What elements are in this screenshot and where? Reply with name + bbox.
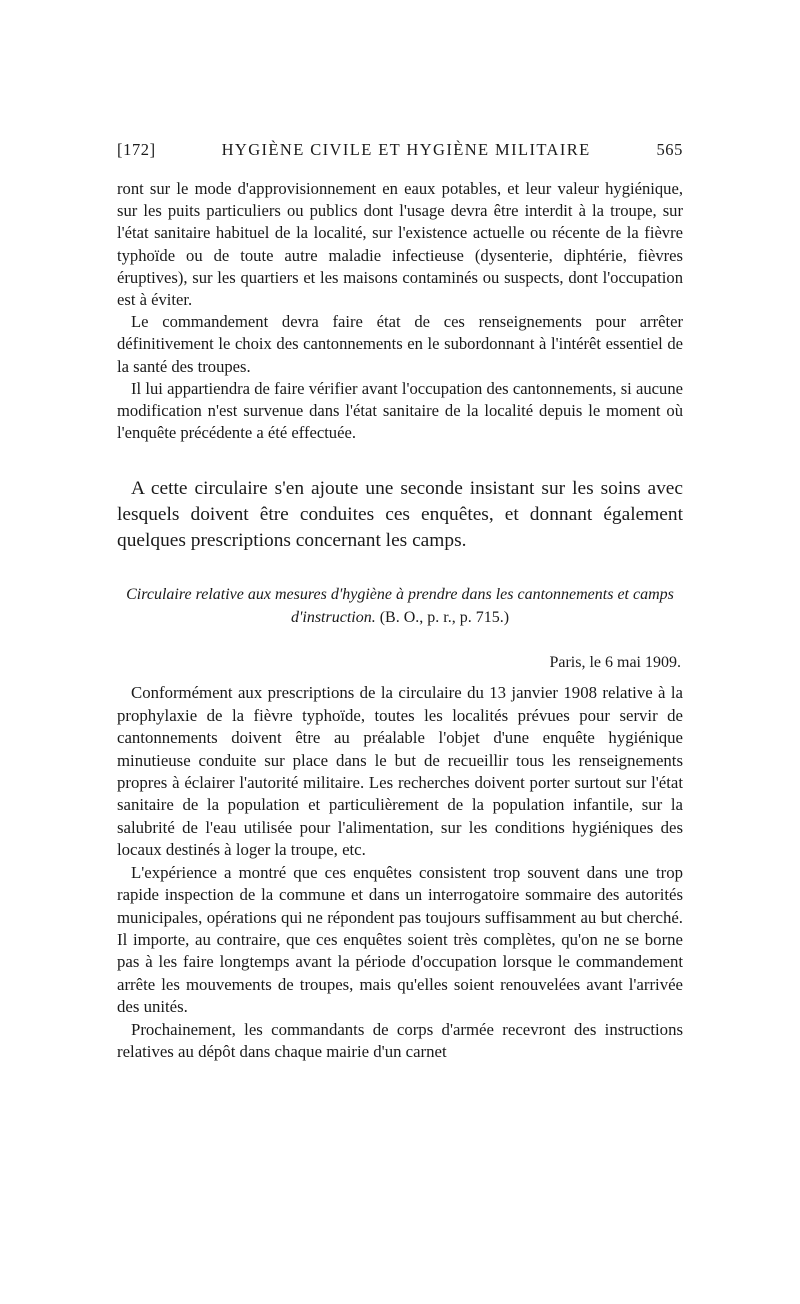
circular-title: Circulaire relative aux mesures d'hygiène à prendre dans les cantonnements et camps d'instruction. (126, 586, 674, 626)
section-a (117, 178, 683, 444)
intro-second-circular: A cette circulaire s'en ajoute une seconde insistant sur les soins avec lesquels doivent être conduites ces enquêtes, et donnant également quelques prescriptions concernant les camps. (117, 478, 683, 552)
circular-heading (117, 584, 683, 629)
running-title: HYGIÈNE CIVILE ET HYGIÈNE MILITAIRE (221, 140, 591, 159)
circular-reference: (B. O., p. r., p. 715.) (379, 608, 510, 626)
page-reference: [172] (117, 140, 156, 159)
continuation-paragraph: ront sur le mode d'approvisionnement en eaux potables, et leur valeur hygiénique, sur les puits particuliers ou publics dont l'usage devra être interdit à la troupe, sur l'état sanitaire habituel de la localité, sur l'existence actuelle ou récente de la fièvre typhoïde ou de toute autre maladie infectieuse (dysenterie, diphtérie, fièvres éruptives), sur les quartiers et les maisons contaminés ou suspects, dont l'occupation est à éviter. (117, 179, 683, 310)
circular-paragraph-2: L'expérience a montré que ces enquêtes consistent trop souvent dans une trop rapide inspection de la commune et dans un interrogatoire sommaire des autorités municipales, opérations qui ne répondent pas toujours suffisamment au but cherché. Il importe, au contraire, que ces enquêtes soient très complètes, qu'on ne se borne pas à les faire longtemps avant la période d'occupation lorsque le commandement arrête les mouvements de troupes, mais qu'elles soient renouvelées avant l'arrivée des unités. (117, 862, 683, 1017)
running-header (117, 140, 683, 166)
page-number: 565 (656, 140, 683, 159)
paragraph-command: Le commandement devra faire état de ces renseignements pour arrêter définitivement le choix des cantonnements en le subordonnant à l'intérêt essentiel de la santé des troupes. (117, 312, 683, 376)
book-page (117, 140, 683, 1063)
circular-body (117, 682, 683, 1063)
circular-paragraph-3: Prochainement, les commandants de corps d'armée recevront des instructions relatives au dépôt dans chaque mairie d'un carnet (117, 1019, 683, 1061)
dateline: Paris, le 6 mai 1909. (549, 654, 681, 672)
circular-paragraph-1: Conformément aux prescriptions de la circulaire du 13 janvier 1908 relative à la prophylaxie de la fièvre typhoïde, toutes les localités prévues pour servir de cantonnements doivent être au préalable l'objet d'une enquête hygiénique minutieuse conduite sur place dans le but de recueillir tous les renseignements propres à éclairer l'autorité militaire. Les recherches doivent porter surtout sur l'état sanitaire de la population et particulièrement de la population infantile, sur la salubrité de l'eau utilisée pour l'alimentation, sur les conditions hygiéniques des locaux destinés à loger la troupe, etc. (117, 683, 683, 860)
paragraph-verification: Il lui appartiendra de faire vérifier avant l'occupation des cantonnements, si aucune modification n'est survenue dans l'état sanitaire de la localité depuis le moment où l'enquête précédente a été effectuée. (117, 378, 683, 443)
